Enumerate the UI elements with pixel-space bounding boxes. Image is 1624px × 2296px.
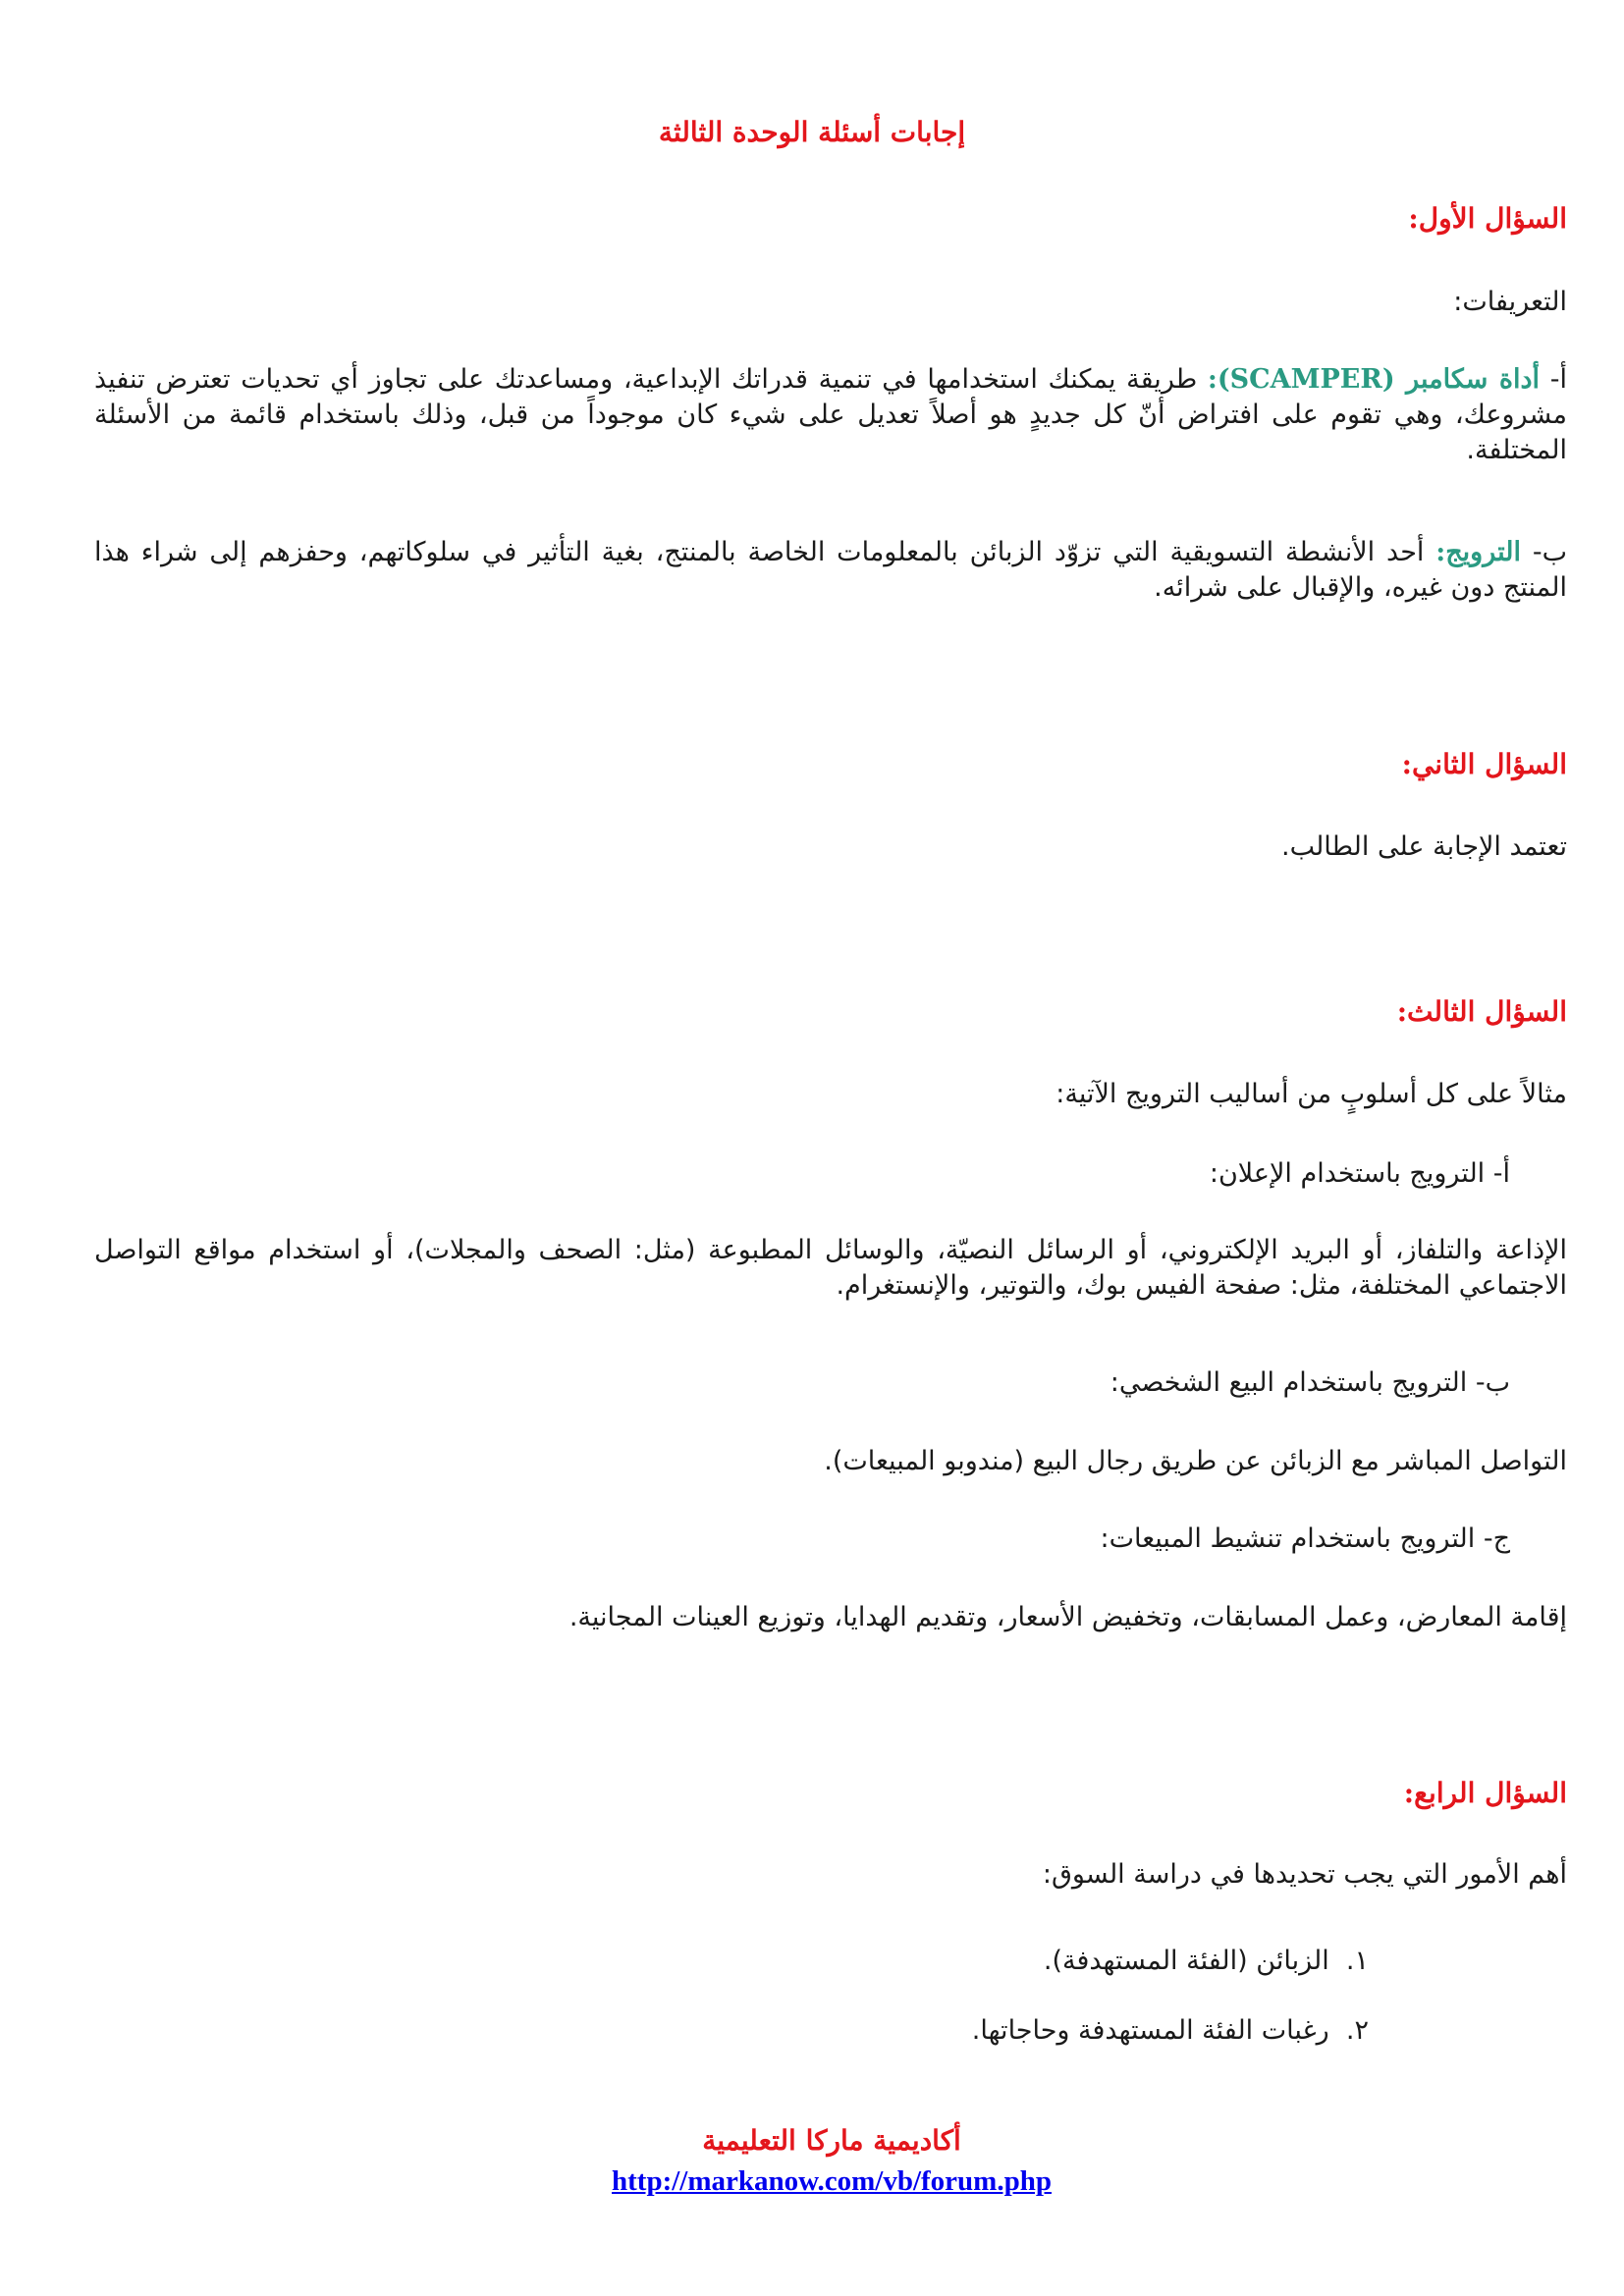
definition-a-prefix: أ- (1540, 364, 1568, 395)
question-4-heading: السؤال الرابع: (1403, 1777, 1567, 1809)
definition-a (94, 362, 1567, 468)
question-3-a-label: أ- الترويج باستخدام الإعلان: (1209, 1158, 1510, 1189)
question-1-heading: السؤال الأول: (1408, 202, 1567, 235)
question-3-b-label: ب- الترويج باستخدام البيع الشخصي: (1110, 1367, 1510, 1398)
definition-b (94, 535, 1567, 606)
definition-b-term: الترويج: (1435, 537, 1521, 567)
definition-b-text: أحد الأنشطة التسويقية التي تزوّد الزبائن بالمعلومات الخاصة بالمنتج، بغية التأثير في سلوكاتهم، وحفزهم إلى شراء هذا المنتج دون غيره، والإقبال على شرائه. (94, 537, 1567, 603)
question-3-a-text: الإذاعة والتلفاز، أو البريد الإلكتروني، أو الرسائل النصيّة، والوسائل المطبوعة (مثل: الصحف والمجلات)، أو استخدام مواقع التواصل الاجتماعي المختلفة، مثل: صفحة الفيس بوك، والتوتير، والإنستغرام. (94, 1235, 1567, 1301)
list-item (94, 2013, 1369, 2049)
question-1-intro: التعريفات: (1453, 287, 1567, 317)
question-3-b-text: التواصل المباشر مع الزبائن عن طريق رجال البيع (مندوبو المبيعات). (824, 1446, 1567, 1476)
definition-b-prefix: ب- (1520, 537, 1568, 567)
footer-link[interactable]: http://markanow.com/vb/forum.php (612, 2165, 1052, 2197)
page-title: إجابات أسئلة الوحدة الثالثة (658, 116, 966, 148)
footer-academy-name: أكاديمية ماركا التعليمية (702, 2124, 961, 2157)
list-item-number: ١. (1345, 1946, 1369, 1976)
question-2-heading: السؤال الثاني: (1401, 748, 1567, 780)
list-item-number: ٢. (1345, 2015, 1369, 2046)
list-item-text: الزبائن (الفئة المستهدفة). (1043, 1946, 1329, 1976)
definition-a-term: أداة سكامبر (SCAMPER): (1207, 364, 1541, 395)
list-item-text: رغبات الفئة المستهدفة وحاجاتها. (971, 2015, 1329, 2046)
question-3-intro: مثالاً على كل أسلوبٍ من أساليب الترويج الآتية: (1056, 1079, 1567, 1109)
question-3-heading: السؤال الثالث: (1396, 995, 1567, 1028)
question-3-c-label: ج- الترويج باستخدام تنشيط المبيعات: (1100, 1523, 1510, 1554)
question-4-intro: أهم الأمور التي يجب تحديدها في دراسة السوق: (1042, 1859, 1567, 1890)
question-2-answer: تعتمد الإجابة على الطالب. (1280, 831, 1567, 862)
question-3-c-text: إقامة المعارض، وعمل المسابقات، وتخفيض الأسعار، وتقديم الهدايا، وتوزيع العينات المجانية. (568, 1602, 1567, 1632)
definition-a-text: طريقة يمكنك استخدامها في تنمية قدراتك الإبداعية، ومساعدتك على تجاوز أي تحديات تعترض تنفيذ مشروعك، وهي تقوم على افتراض أنّ كل جديدٍ هو أصلاً تعديل على شيء كان موجوداً من قبل، وذلك باستخدام قائمة من الأسئلة المختلفة. (94, 364, 1567, 465)
list-item (94, 1944, 1369, 1979)
